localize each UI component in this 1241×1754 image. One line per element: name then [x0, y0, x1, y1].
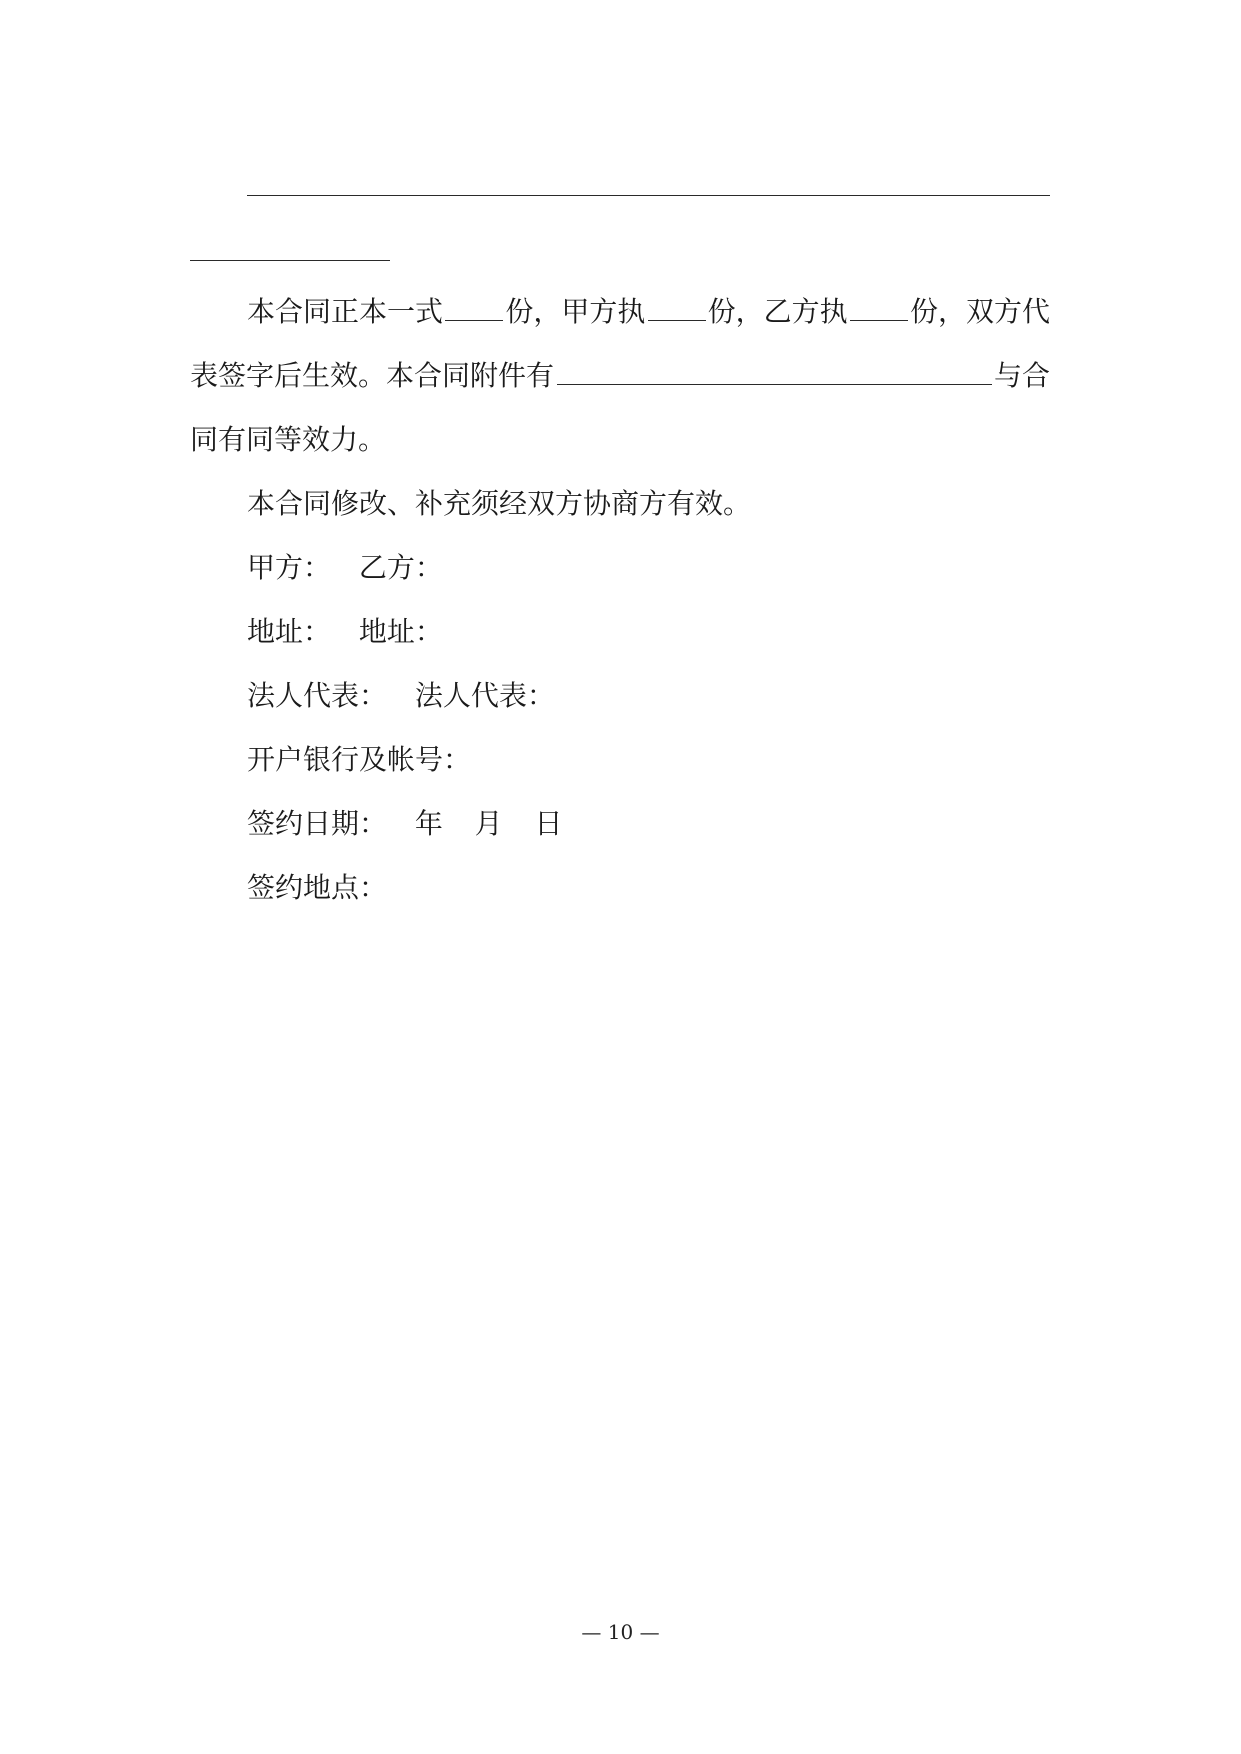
copies-text-5: 表签字后生效。本合同附件有	[190, 359, 555, 392]
sign-date-day: 日	[534, 807, 563, 840]
page-number: — 10 —	[581, 1620, 660, 1644]
address-line	[247, 610, 1107, 654]
sign-date-month: 月	[474, 807, 503, 840]
copies-line-3	[190, 418, 1050, 462]
legal-rep-line	[247, 674, 1107, 718]
copies-party-a-blank[interactable]	[648, 290, 706, 321]
copies-text-6: 与合	[993, 359, 1050, 392]
sign-date-label: 签约日期：	[247, 807, 388, 840]
legal-rep-a-label: 法人代表：	[247, 679, 388, 712]
bank-account-line	[247, 738, 1107, 782]
party-a-label: 甲方：	[247, 551, 332, 584]
copies-text-4: 份，双方代	[909, 295, 1050, 328]
copies-party-b-blank[interactable]	[850, 290, 908, 321]
party-b-label: 乙方：	[358, 551, 443, 584]
parties-line	[247, 546, 1107, 590]
copies-line-1	[247, 290, 1107, 334]
sign-date-line	[247, 802, 1107, 846]
copies-line-2	[190, 354, 1050, 398]
bank-account-label: 开户银行及帐号：	[247, 743, 472, 776]
attachment-blank[interactable]	[557, 354, 992, 385]
copies-text-2: 份，甲方执	[505, 295, 646, 328]
copies-total-blank[interactable]	[445, 290, 503, 321]
address-a-label: 地址：	[247, 615, 332, 648]
fill-in-rule-short	[190, 260, 390, 261]
legal-rep-b-label: 法人代表：	[414, 679, 555, 712]
sign-place-line	[247, 866, 1107, 910]
amendment-line	[247, 482, 1107, 526]
fill-in-rule-long	[247, 195, 1050, 196]
sign-place-label: 签约地点：	[247, 871, 388, 904]
copies-text-3: 份，乙方执	[707, 295, 848, 328]
copies-text-1: 本合同正本一式	[247, 295, 444, 328]
copies-text-7: 同有同等效力。	[190, 423, 387, 456]
address-b-label: 地址：	[358, 615, 443, 648]
sign-date-year: 年	[414, 807, 443, 840]
amendment-text: 本合同修改、补充须经双方协商方有效。	[247, 487, 752, 520]
